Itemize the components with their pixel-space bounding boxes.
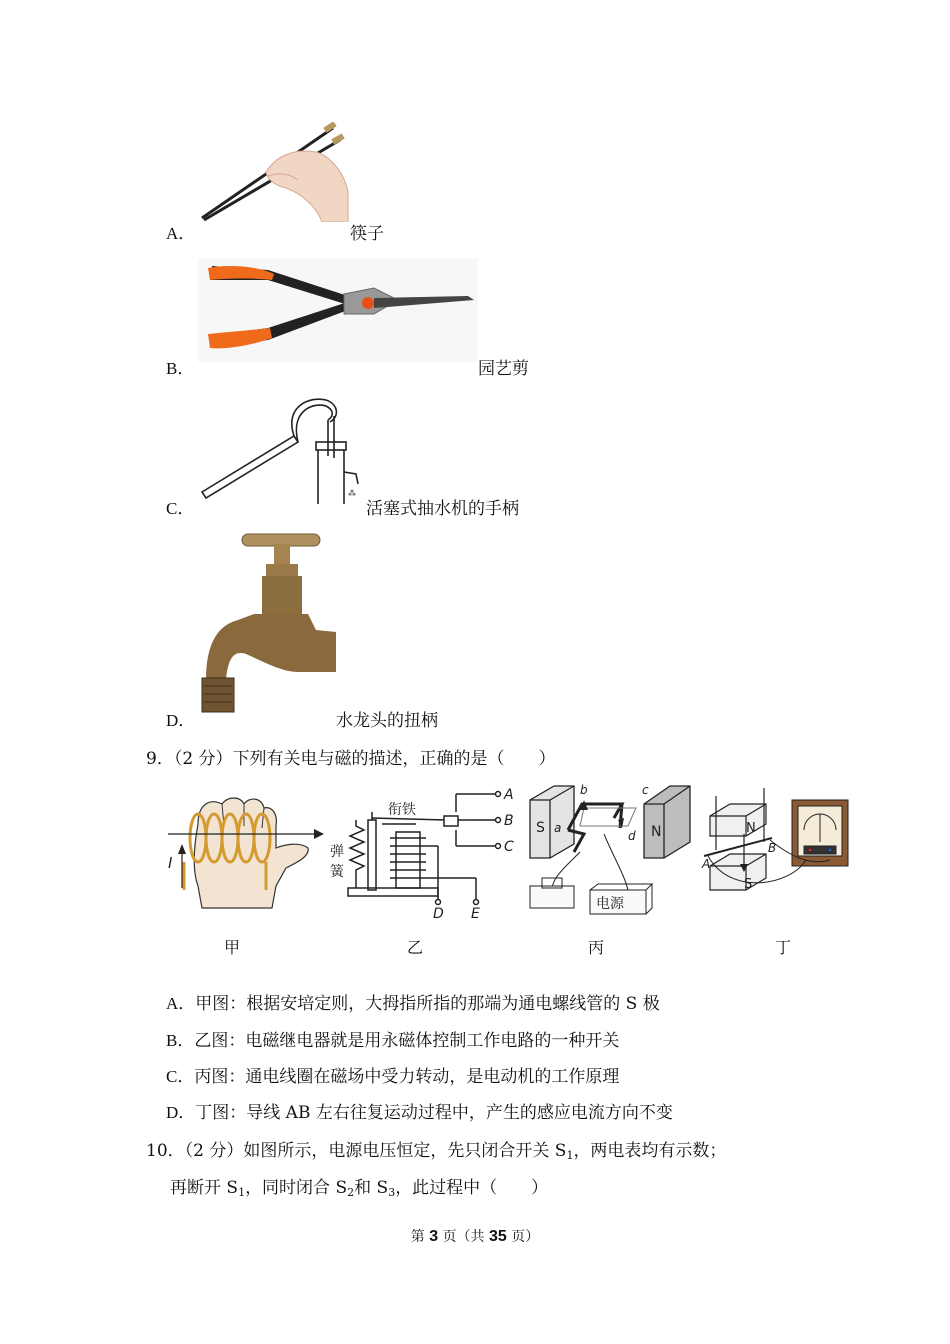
bing-pole-s: S (536, 820, 545, 836)
footer-text: 页（共 (438, 1229, 489, 1245)
bing-label-b: b (580, 783, 588, 797)
q10-subscript: 1 (566, 1149, 574, 1162)
figure-yi-relay (326, 782, 522, 922)
q10-stem-line-2 (170, 1173, 548, 1199)
figure-bing-motor (524, 778, 694, 920)
q9-option-a[interactable] (166, 989, 660, 1014)
q8-option-c-letter[interactable]: C． (166, 499, 195, 518)
figure-ding-caption: 丁 (775, 938, 792, 957)
q9-stem: 下列有关电与磁的描述，正确的是（ ） (232, 749, 556, 769)
yi-armature-label: 衔铁 (388, 802, 416, 818)
q8-option-c-label: 活塞式抽水机的手柄 (366, 499, 519, 519)
figure-jia-caption: 甲 (224, 938, 241, 957)
q8-option-a-letter[interactable]: A． (166, 224, 196, 243)
q10-subscript: 1 (238, 1186, 246, 1199)
q9-score: （2 分） (173, 749, 233, 769)
bing-pole-n: N (651, 824, 662, 840)
yi-spring-label-2: 簧 (330, 864, 344, 880)
yi-terminal-a: A (504, 787, 514, 803)
chopsticks-in-hand-icon (198, 122, 350, 222)
q10-stem-line-1 (146, 1136, 726, 1162)
q8-option-d-label: 水龙头的扭柄 (336, 711, 438, 731)
svg-text:⁂: ⁂ (348, 489, 356, 498)
yi-terminal-c: C (504, 839, 514, 855)
q8-option-b-letter[interactable]: B． (166, 359, 195, 378)
bing-label-d: d (628, 829, 636, 843)
piston-pump-handle-icon (198, 396, 364, 506)
figure-yi-caption: 乙 (407, 938, 424, 957)
bing-power-label: 电源 (596, 896, 624, 912)
q9-option-d-text: 丁图：导线 AB 左右往复运动过程中，产生的感应电流方向不变 (195, 1103, 673, 1123)
footer-text: 第 (410, 1229, 430, 1245)
footer-page-number: 3 (429, 1228, 439, 1245)
brass-faucet-icon (198, 530, 336, 720)
q9-option-a-letter: A． (166, 994, 196, 1013)
q8-option-b-label: 园艺剪 (478, 359, 529, 379)
q9-option-b[interactable] (166, 1026, 619, 1051)
q10-text: 如图所示，电源电压恒定，先只闭合开关 S (243, 1141, 567, 1161)
ding-pole-n: N (746, 821, 756, 836)
q8-option-a-label: 筷子 (350, 224, 384, 244)
q9-option-b-letter: B． (166, 1031, 195, 1050)
ding-pole-s: S (744, 877, 753, 892)
ding-label-b: B (768, 841, 777, 855)
q10-text: ，此过程中（ ） (395, 1178, 549, 1198)
figure-jia-right-hand-rule (162, 790, 332, 912)
q9-option-b-text: 乙图：电磁继电器就是用永磁体控制工作电路的一种开关 (194, 1031, 620, 1051)
page-footer (0, 1226, 950, 1246)
q9-option-d[interactable] (166, 1098, 673, 1123)
q9-option-c-text: 丙图：通电线圈在磁场中受力转动，是电动机的工作原理 (194, 1067, 620, 1087)
figure-bing-caption: 丙 (588, 938, 605, 957)
q9-stem-line (146, 744, 556, 769)
bing-label-c: c (642, 783, 649, 797)
q9-option-c-letter: C． (166, 1067, 195, 1086)
yi-terminal-b: B (504, 813, 514, 829)
footer-text: 页） (506, 1229, 540, 1245)
footer-total-pages: 35 (489, 1228, 507, 1245)
q10-text: ，两电表均有示数； (573, 1141, 727, 1161)
figure-ding-induction (700, 786, 850, 902)
q9-option-c[interactable] (166, 1062, 619, 1087)
q9-option-a-text: 甲图：根据安培定则，大拇指所指的那端为通电螺线管的 S 极 (195, 994, 660, 1014)
q10-number: 10． (146, 1141, 185, 1161)
q10-score: （2 分） (184, 1141, 244, 1161)
q10-text: ，同时闭合 S (245, 1178, 348, 1198)
yi-terminal-d: D (433, 906, 444, 922)
q10-subscript: 3 (388, 1186, 396, 1199)
q10-text: 和 S (354, 1178, 389, 1198)
q9-option-d-letter: D． (166, 1103, 196, 1122)
q8-option-d-letter[interactable]: D． (166, 711, 196, 730)
ding-label-a: A (702, 857, 711, 871)
q9-number: 9． (146, 749, 174, 769)
yi-terminal-e: E (471, 906, 480, 922)
q10-subscript: 2 (347, 1186, 355, 1199)
jia-current-label: I (168, 854, 173, 872)
q10-text: 再断开 S (170, 1178, 239, 1198)
garden-shears-icon (198, 258, 478, 362)
yi-spring-label-1: 弹 (330, 844, 344, 860)
bing-label-a: a (554, 821, 562, 835)
